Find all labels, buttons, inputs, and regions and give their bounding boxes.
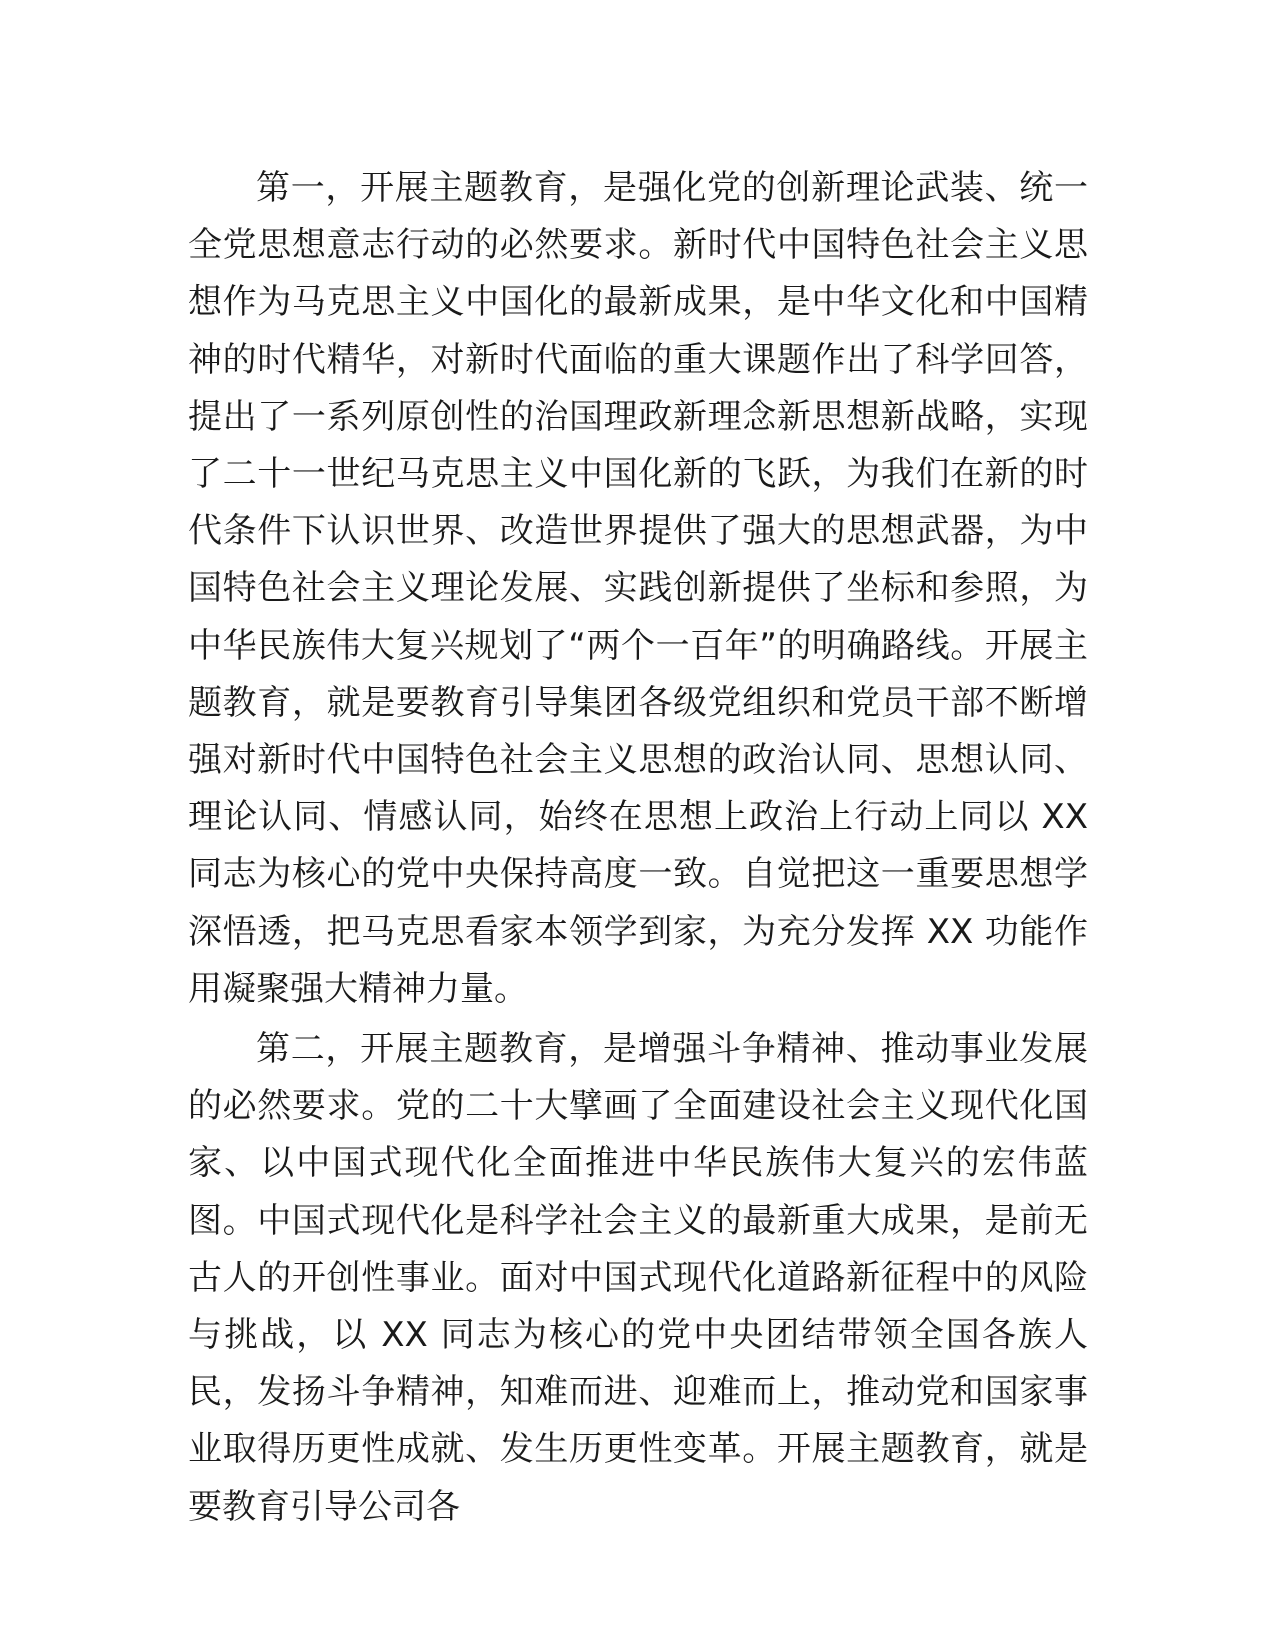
document-body	[188, 160, 1088, 1536]
paragraph-2: 第二，开展主题教育，是增强斗争精神、推动事业发展的必然要求。党的二十大擘画了全面建设社会主义现代化国家、以中国式现代化全面推进中华民族伟大复兴的宏伟蓝图。中国式现代化是科学社会主义的最新重大成果，是前无古人的开创性事业。面对中国式现代化道路新征程中的风险与挑战，以 XX 同志为核心的党中央团结带领全国各族人民，发扬斗争精神，知难而进、迎难而上，推动党和国家事业取得历更性成就、发生历更性变革。开展主题教育，就是要教育引导公司各	[188, 1029, 1088, 1527]
paragraph-1: 第一，开展主题教育，是强化党的创新理论武装、统一全党思想意志行动的必然要求。新时代中国特色社会主义思想作为马克思主义中国化的最新成果，是中华文化和中国精神的时代精华，对新时代面临的重大课题作出了科学回答，提出了一系列原创性的治国理政新理念新思想新战略，实现了二十一世纪马克思主义中国化新的飞跃，为我们在新的时代条件下认识世界、改造世界提供了强大的思想武器，为中国特色社会主义理论发展、实践创新提供了坐标和参照，为中华民族伟大复兴规划了“两个一百年”的明确路线。开展主题教育，就是要教育引导集团各级党组织和党员干部不断增强对新时代中国特色社会主义思想的政治认同、思想认同、理论认同、情感认同，始终在思想上政治上行动上同以 XX 同志为核心的党中央保持高度一致。自觉把这一重要思想学深悟透，把马克思看家本领学到家，为充分发挥 XX 功能作用凝聚强大精神力量。	[188, 168, 1088, 1009]
